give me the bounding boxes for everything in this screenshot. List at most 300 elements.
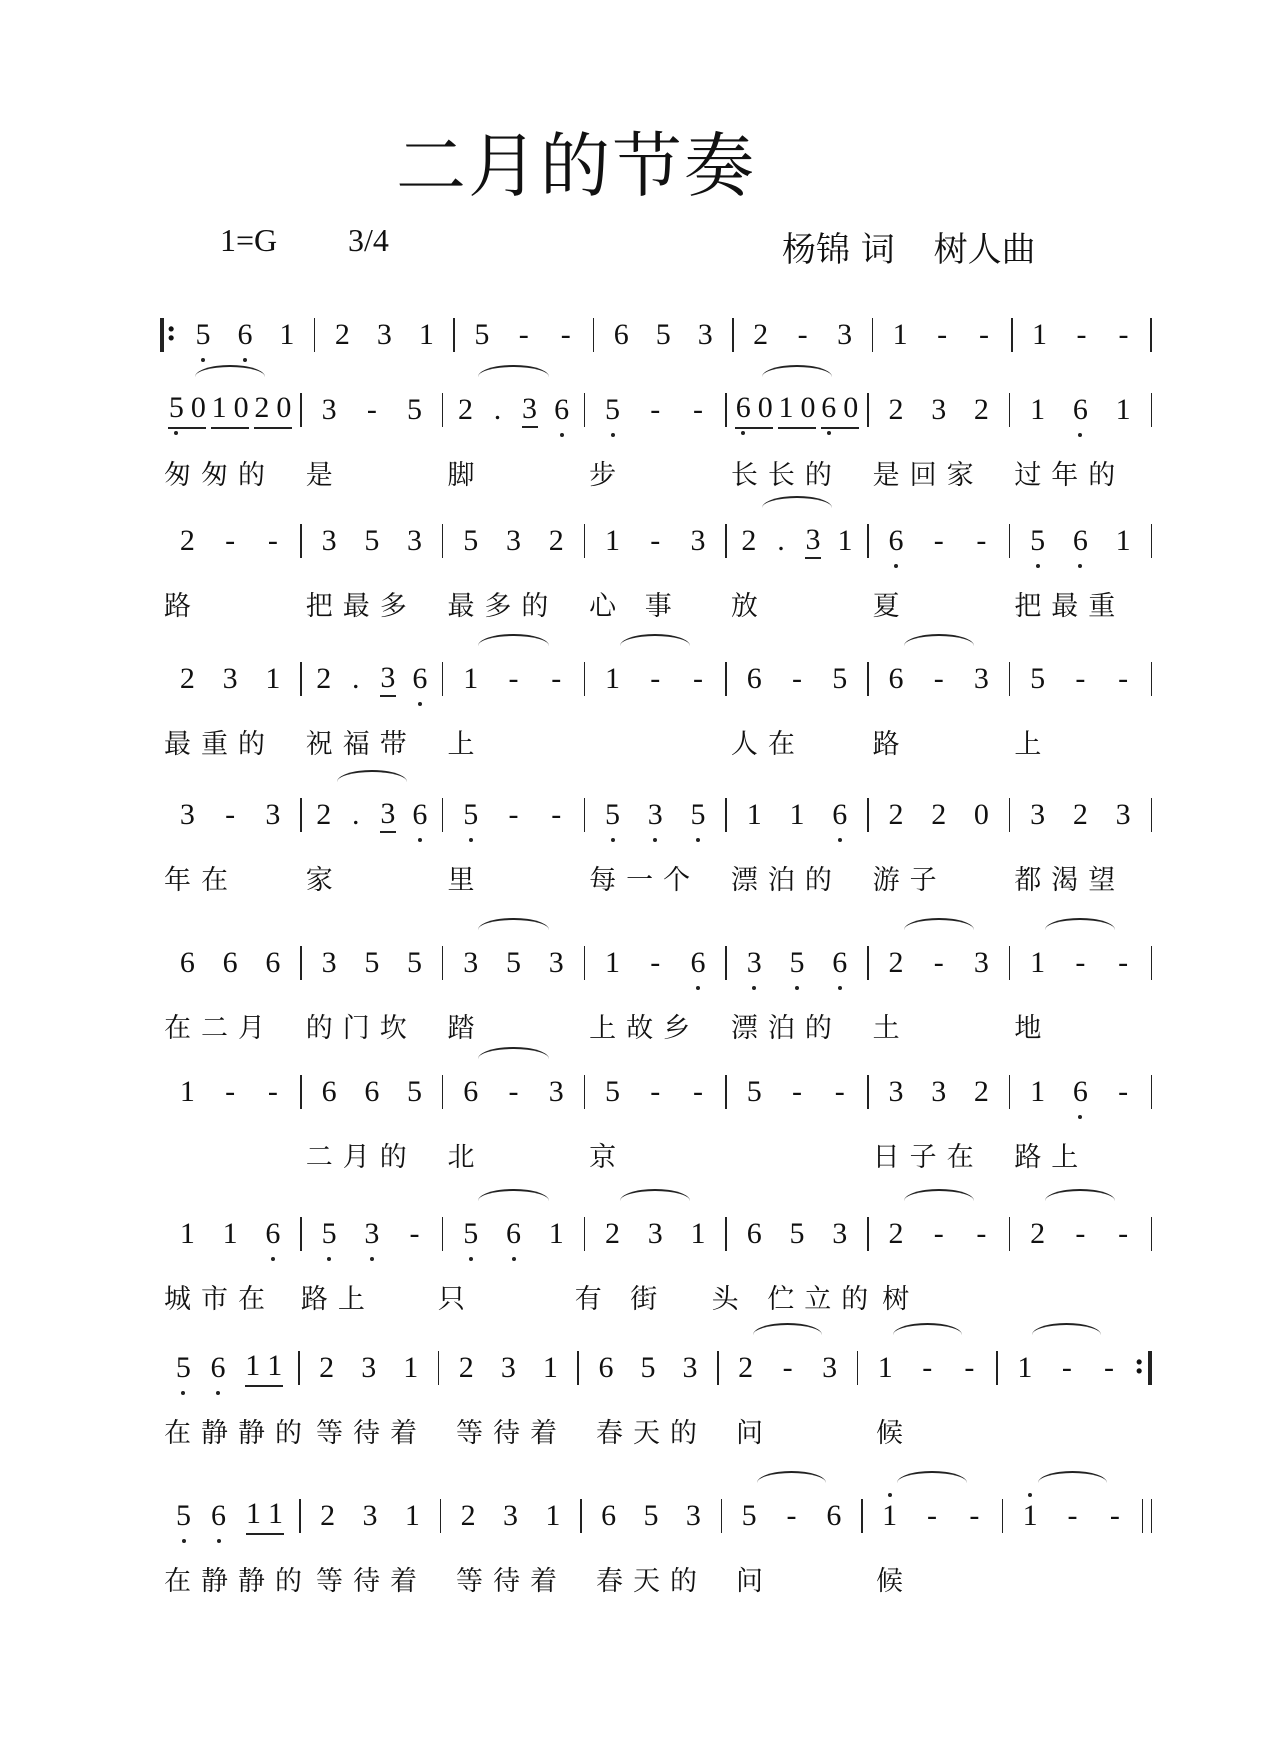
note: 5 [195,318,211,351]
note: 0 [233,391,249,424]
staff-row [160,790,1152,897]
measure [727,654,867,704]
note: 1 [267,1349,283,1382]
note: 2 [888,946,904,979]
dash: - [791,662,802,695]
note: 5 [506,946,522,979]
measure [869,938,1009,988]
slur [762,496,832,520]
note: 2 [741,524,757,557]
slur [753,1323,822,1347]
note: 6 [826,1499,842,1532]
measure [998,1343,1136,1393]
note: 1 [778,391,794,424]
beamed-group [245,1349,283,1387]
note: 1 [1030,946,1046,979]
note: 1 [789,798,805,831]
note: 5 [746,1075,762,1108]
dash: - [1061,1351,1072,1384]
note: 3 [973,946,989,979]
lyric [1012,1559,1152,1598]
note: 3 [1030,798,1046,831]
beamed-group [254,391,292,429]
note: 5 [364,524,380,557]
note: 5 [407,1075,423,1108]
note: 6 [265,1217,281,1250]
dash: - [1118,946,1129,979]
beamed-group [168,391,206,429]
measure [1013,310,1151,360]
note: 3 [502,1499,518,1532]
dash: - [834,1075,845,1108]
lyrics-line [160,1135,1152,1174]
measure [160,1343,298,1393]
measure [1003,1491,1142,1541]
measure [727,938,867,988]
note: 1 [211,391,227,424]
dash: - [1075,1217,1086,1250]
note: 1 [404,1499,420,1532]
note: 1 [179,1217,195,1250]
bar-barline [1151,524,1153,558]
lyrics-line [160,858,1152,897]
measure [302,516,442,566]
lyrics-line [160,722,1152,761]
note: 5 [741,1499,757,1532]
note: 3 [647,798,663,831]
measure [869,1067,1009,1117]
note: 1 [279,318,295,351]
lyric: 城市在 [164,1284,275,1315]
note: 6 [412,798,428,831]
measure [582,1491,721,1541]
note: 0 [190,391,206,424]
lyric: 春天的 [596,1566,707,1597]
bar-barline [1151,1075,1153,1109]
note: 1 [1032,318,1048,351]
lyric: 祝福带 [305,729,417,760]
note: 6 [601,1499,617,1532]
measure [301,1491,440,1541]
dash: - [560,318,571,351]
beamed-group [821,391,859,429]
note: 3 [647,1217,663,1250]
note: 1 [1115,524,1131,557]
measures-line [160,1491,1152,1541]
staff-row [160,1343,1152,1450]
note: 6 [1072,1075,1088,1108]
lyric: 在二月 [164,1013,275,1044]
dash: - [933,524,944,557]
dash: - [650,524,661,557]
dot: . [352,662,360,695]
note: 1 [892,318,908,351]
slur [478,365,548,389]
note: 5 [605,1075,621,1108]
dash: - [922,1351,933,1384]
dash: - [1076,318,1087,351]
dash: - [650,1075,661,1108]
measures-line [160,938,1152,988]
dash: - [225,524,236,557]
note: 6 [888,524,904,557]
measure [727,790,867,840]
lyric: 是回家 [872,460,984,491]
repeat-end-barline [1136,1351,1152,1385]
lyric: 游子 [872,865,947,896]
note: 5 [605,393,621,426]
dash: - [518,318,529,351]
note: 5 [789,1217,805,1250]
lyric: 漂泊的 [730,1013,842,1044]
dash: - [692,662,703,695]
final-barline [1142,1499,1152,1533]
repeat-start-barline [160,318,176,352]
note: 2 [320,1499,336,1532]
slur [620,634,690,658]
lyric: 只 [437,1284,475,1315]
lyric: 路上 [300,1284,375,1315]
composer: 树人曲 [933,230,1036,270]
measure [443,516,583,566]
lyrics-line [160,1559,1152,1598]
lyric: 每一个 [589,865,701,896]
dash: - [979,318,990,351]
staff-row [160,516,1152,623]
lyric: 心 事 [589,591,682,622]
lyric: 问 [736,1418,773,1449]
staff-row [160,385,1152,492]
note: 5 [175,1351,191,1384]
slur [478,918,548,942]
dash: - [267,524,278,557]
note: 3 [265,798,281,831]
note: 3 [888,1075,904,1108]
measure [443,938,583,988]
note: 1 [545,1499,561,1532]
dot: . [352,798,360,831]
note: 6 [746,1217,762,1250]
note: 5 [463,1217,479,1250]
slur [757,1471,827,1495]
note: 2 [179,662,195,695]
note: 2 [458,1351,474,1384]
note: 1 [548,1217,564,1250]
beamed-group [211,391,249,429]
slur [893,1323,962,1347]
lyric: 头 伫立的 [711,1284,879,1315]
note: 5 [321,1217,337,1250]
dash: - [937,318,948,351]
dash: - [551,662,562,695]
dash: - [508,798,519,831]
measure [585,1209,725,1259]
note: 5 [605,798,621,831]
note: 0 [973,798,989,831]
lyric: 上 [447,729,485,760]
dash: - [933,1217,944,1250]
note: 1 [1115,393,1131,426]
measure [594,310,732,360]
note: 3 [364,1217,380,1250]
measure [585,654,725,704]
measures-line [160,1209,1152,1259]
measures-line [160,654,1152,704]
lyric: 上故乡 [589,1013,701,1044]
note: 1 [222,1217,238,1250]
note: 5 [364,946,380,979]
lyric: 最重的 [164,729,275,760]
note: 5 [640,1351,656,1384]
note: 3 [697,318,713,351]
dash: - [692,1075,703,1108]
note: 1 [746,798,762,831]
dash: - [225,798,236,831]
note: 6 [463,1075,479,1108]
dash: - [976,1217,987,1250]
note: 5 [407,946,423,979]
measure [302,654,442,704]
note: 3 [506,524,522,557]
note: 6 [598,1351,614,1384]
dot: . [777,524,785,557]
measure [869,1209,1009,1259]
note: 1 [1017,1351,1033,1384]
dash: - [409,1217,420,1250]
note: 1 [403,1351,419,1384]
measure [1010,516,1150,566]
dash: - [225,1075,236,1108]
lyric: 等待着 [316,1418,427,1449]
dot: . [493,393,502,426]
lyrics-line [160,584,1152,623]
note: 6 [222,946,238,979]
staff-row [160,1491,1152,1598]
dash: - [1075,662,1086,695]
key-signature: 1=G [220,222,278,258]
note: 1 [246,1497,261,1530]
note: 3 [548,946,564,979]
note: 1 [605,662,621,695]
note: 2 [316,798,332,831]
measure [585,1067,725,1117]
note: 6 [746,662,762,695]
note: 3 [822,1351,838,1384]
measure [585,790,725,840]
dash: - [797,318,808,351]
lyric: 等待着 [456,1566,567,1597]
measure [443,1067,583,1117]
dash: - [366,393,377,426]
slur [478,1189,548,1213]
note: 5 [1030,524,1046,557]
measure [443,654,583,704]
note: 3 [832,1217,848,1250]
lyrics-line [160,1277,1152,1316]
staff-row [160,1067,1152,1174]
measure [869,385,1009,435]
measures-line [160,385,1152,435]
note: 2 [1072,798,1088,831]
note: 1 [268,1497,283,1530]
lyric: 等待着 [316,1566,427,1597]
note: 5 [474,318,490,351]
note: 5 [168,391,184,424]
note: 1 [837,524,853,557]
dash: - [964,1351,975,1384]
lyric: 路 [164,591,201,622]
measure [585,385,725,435]
dash: - [650,946,661,979]
note: 3 [376,318,392,351]
staff-row [160,1209,1152,1316]
dash: - [1118,1217,1129,1250]
note: 3 [500,1351,516,1384]
measure [455,310,593,360]
note: 6 [554,393,570,426]
lyric: 等待着 [456,1418,567,1449]
measure [1010,790,1150,840]
note: 3 [690,524,706,557]
measure [585,938,725,988]
note: 1 [605,524,621,557]
slur [620,1189,690,1213]
note: 6 [321,1075,337,1108]
measure [160,938,300,988]
note: 6 [1072,524,1088,557]
lyric: 最多的 [447,591,559,622]
measures-line [160,310,1152,360]
measure [302,1067,442,1117]
note: 3 [973,662,989,695]
note: 6 [211,1499,226,1532]
lyric: 树 [882,1284,920,1315]
note: 3 [746,946,762,979]
lyrics-line [160,1006,1152,1045]
slur [904,1189,974,1213]
dash: - [508,662,519,695]
lyric: 漂泊的 [730,865,842,896]
note: 3 [179,798,195,831]
time-signature: 3/4 [348,222,389,258]
lyric: 把最多 [305,591,417,622]
note: 1 [690,1217,706,1250]
lyric: 脚 [447,460,485,491]
lyric: 里 [447,865,485,896]
dash: - [650,662,661,695]
measure [873,310,1011,360]
note: 0 [800,391,816,424]
note: 6 [613,318,629,351]
staff-row [160,938,1152,1045]
note: 6 [506,1217,522,1250]
lyric: 过年的 [1014,460,1126,491]
slur [1045,918,1115,942]
note: 3 [1115,798,1131,831]
note: 0 [843,391,859,424]
note: 5 [176,1499,191,1532]
note: 6 [179,946,195,979]
measure [719,1343,857,1393]
note: 6 [265,946,281,979]
lyric: 都渴望 [1014,865,1126,896]
lyric: 匆匆的 [164,460,275,491]
note: 6 [832,798,848,831]
measure [858,1343,996,1393]
note: 3 [931,1075,947,1108]
measure [443,790,583,840]
note: 5 [463,524,479,557]
note: 1 [605,946,621,979]
lyricist: 杨锦 词 [782,230,895,270]
note: 6 [821,391,837,424]
lyric: 的门坎 [305,1013,417,1044]
note: 2 [973,1075,989,1108]
note: 3 [685,1499,701,1532]
slur [478,1047,548,1071]
note: 1 [882,1499,898,1532]
dash: - [1103,1351,1114,1384]
note: 5 [407,393,423,426]
note: 3 [321,946,337,979]
lyric: 把最重 [1014,591,1126,622]
lyric: 在静静的 [164,1418,312,1449]
measures-line [160,1067,1152,1117]
lyric [160,1135,302,1174]
note: 2 [973,393,989,426]
note: 3 [522,392,538,428]
dash: - [508,1075,519,1108]
note: 6 [412,662,428,695]
bar-barline [1151,393,1153,427]
dash: - [926,1499,937,1532]
lyrics-line [160,1411,1152,1450]
bar-barline [1151,798,1153,832]
note: 2 [1030,1217,1046,1250]
dash: - [933,946,944,979]
song-title: 二月的节奏 [396,125,756,207]
measures-line [160,1343,1152,1393]
note: 2 [753,318,769,351]
note: 2 [457,393,473,426]
note: 6 [210,1351,226,1384]
note: 2 [931,798,947,831]
note: 2 [888,798,904,831]
slur [904,918,974,942]
note: 6 [1072,393,1088,426]
note: 3 [805,523,821,559]
note: 0 [757,391,773,424]
measure [176,310,314,360]
measure [734,310,872,360]
measure [315,310,453,360]
dash: - [1109,1499,1120,1532]
lyrics-line [160,453,1152,492]
lyric: 是 [305,460,343,491]
note: 3 [361,1351,377,1384]
slur [478,634,548,658]
dash: - [1118,662,1129,695]
measure [1010,1209,1150,1259]
measure [160,1209,300,1259]
note: 5 [832,662,848,695]
slur [1032,1323,1101,1347]
lyric: 地 [1014,1013,1052,1044]
note: 3 [931,393,947,426]
note: 1 [463,662,479,695]
note: 2 [179,524,195,557]
lyric [727,1135,869,1174]
